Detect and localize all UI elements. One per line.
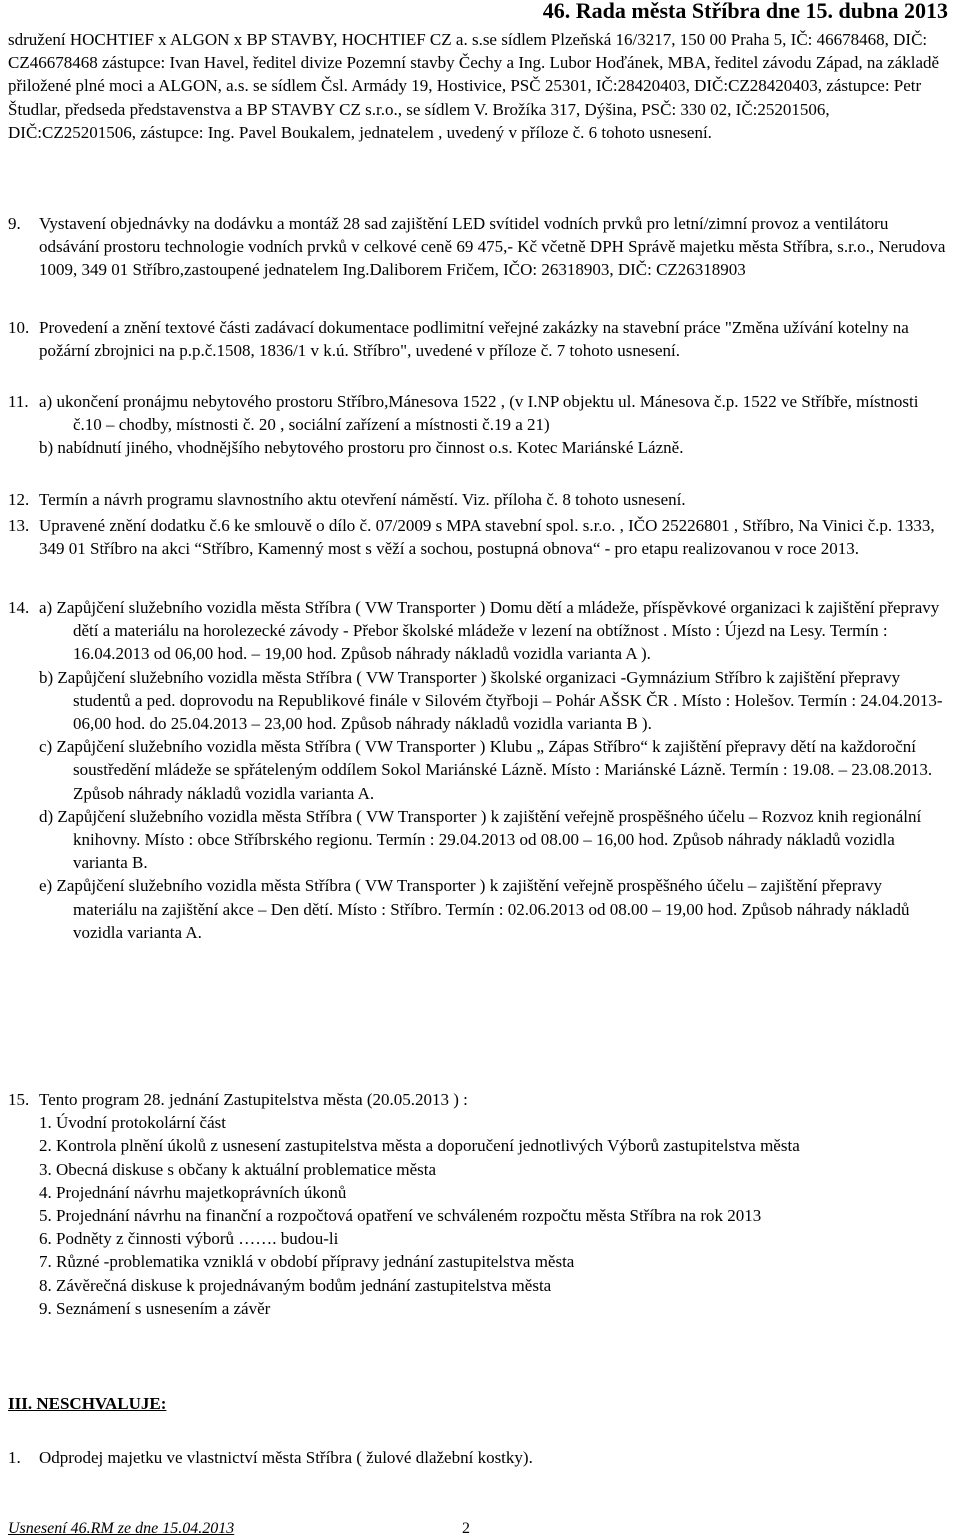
item-text: Odprodej majetku ve vlastnictví města Stříbra ( žulové dlažební kostky). [39, 1448, 533, 1467]
agenda-item: 3. Obecná diskuse s občany k aktuální problematice města [39, 1159, 437, 1179]
page-title: 46. Rada města Stříbra dne 15. dubna 2013 [542, 0, 948, 23]
resolution-item-15 [8, 1088, 948, 1320]
sub-item: c) Zapůjčení služebního vozidla města Stříbra ( VW Transporter ) Klubu „ Zápas Stříbro“ k zajištění přepravy dětí na každoroční soustředění mládeže se spřáteleným oddílem Sokol Mariánské Lázně. Místo : Mariánské Lázně. Termín : 19.08. – 23.08.2013. Způsob náhrady nákladů vozidla varianta A. [39, 737, 933, 803]
item-text: Tento program 28. jednání Zastupitelstva města (20.05.2013 ) : [39, 1090, 468, 1109]
resolution-item-11 [8, 390, 948, 460]
item-number: 10. [8, 318, 30, 337]
agenda-item: 7. Různé -problematika vzniklá v období přípravy jednání zastupitelstva města [39, 1252, 575, 1272]
agenda-item: 8. Závěrečná diskuse k projednávaným bodům jednání zastupitelstva města [39, 1275, 552, 1295]
item-number: 12. [8, 490, 30, 509]
neschvaluje-item-1 [8, 1446, 948, 1469]
item-number: 13. [8, 516, 30, 535]
agenda-item: 4. Projednání návrhu majetkoprávních úkonů [39, 1182, 347, 1202]
item-number: 14. [8, 598, 30, 617]
item-number: 1. [8, 1448, 21, 1467]
sub-item-list [39, 596, 948, 944]
sub-item: a) Zapůjčení služebního vozidla města Stříbra ( VW Transporter ) Domu dětí a mládeže, příspěvkové organizaci k zajištění přepravy dětí a materiálu na horolezecké závody - Přebor školské mládeže v lezení na obtížnost . Místo : Újezd na Lesy. Termín : 16.04.2013 od 06,00 hod. – 19,00 hod. Způsob náhrady nákladů vozidla varianta A ). [39, 598, 940, 664]
item-text: Vystavení objednávky na dodávku a montáž 28 sad zajištění LED svítidel vodních prvků pro letní/zimní provoz a ventilátoru odsávání prostoru technologie vodních prvků v celkové ceně 69 475,- Kč včetně DPH Správě majetku města Stříbra, s.r.o., Nerudova 1009, 349 01 Stříbro,zastoupené jednatelem Ing.Daliborem Fričem, IČO: 26318903, DIČ: CZ26318903 [39, 214, 946, 280]
sub-item-list [39, 390, 948, 460]
sub-item: a) ukončení pronájmu nebytového prostoru Stříbro,Mánesova 1522 , (v I.NP objektu ul. Mánesova č.p. 1522 ve Stříbře, místnosti č.10 – chodby, místnosti č. 20 , sociální zařízení a místnosti č.19 a 21) [39, 392, 919, 435]
item-number: 9. [8, 214, 21, 233]
resolution-item-13 [8, 514, 948, 560]
section-heading: III. NESCHVALUJE: [8, 1394, 167, 1413]
agenda-item: 5. Projednání návrhu na finanční a rozpočtová opatření ve schváleném rozpočtu města Stříbra na rok 2013 [39, 1206, 762, 1226]
agenda-item: 1. Úvodní protokolární část [39, 1113, 226, 1133]
agenda-item: 9. Seznámení s usnesením a závěr [39, 1298, 271, 1318]
sub-item: b) Zapůjčení služebního vozidla města Stříbra ( VW Transporter ) školské organizaci -Gymnázium Stříbro k zajištění přepravy studentů a ped. doprovodu na Republikové finále v Silovém čtyřboji – Pohár AŠSK ČR . Místo : Holešov. Termín : 24.04.2013- 06,00 hod. do 25.04.2013 – 23,00 hod. Způsob náhrady nákladů vozidla varianta B ). [39, 667, 943, 734]
resolution-item-9 [8, 212, 948, 282]
item-number: 11. [8, 392, 29, 411]
agenda-item: 2. Kontrola plnění úkolů z usnesení zastupitelstva města a doporučení jednotlivých Výborů zastupitelstva města [39, 1136, 800, 1156]
item-text: Upravené znění dodatku č.6 ke smlouvě o dílo č. 07/2009 s MPA stavební spol. s.r.o. , IČO 25226801 , Stříbro, Na Vinici č.p. 1333, 349 01 Stříbro na akci “Stříbro, Kamenný most s věží a sochou, postupná obnova“ - pro etapu realizovanou v roce 2013. [39, 516, 935, 559]
sub-item: b) nabídnutí jiného, vhodnějšího nebytového prostoru pro činnost o.s. Kotec Mariánské Lázně. [39, 438, 684, 458]
item-text: Provedení a znění textové části zadávací dokumentace podlimitní veřejné zakázky na stavební práce "Změna užívání kotelny na požární zbrojnici na p.p.č.1508, 1836/1 v k.ú. Stříbro", uvedené v příloze č. 7 tohoto usnesení. [39, 318, 909, 361]
resolution-item-14 [8, 596, 948, 944]
resolution-item-12 [8, 488, 948, 511]
continuation-text: sdružení HOCHTIEF x ALGON x BP STAVBY, HOCHTIEF CZ a. s.se sídlem Plzeňská 16/3217, 150 00 Praha 5, IČ: 46678468, DIČ: CZ46678468 zástupce: Ivan Havel, ředitel divize Pozemní stavby Čechy a Ing. Lubor Hoďánek, MBA, ředitel závodu Západ, na základě přiložené plné moci a ALGON, a.s. se sídlem Čsl. Armády 19, Hostivice, PSČ 25301, IČ:28420403, DIČ:CZ28420403, zástupce: Petr Študlar, předseda představenstva a BP STAVBY CZ s.r.o., se sídlem V. Brožíka 317, Dýšina, PSČ: 330 02, IČ:25201506, DIČ:CZ25201506, zástupce: Ing. Pavel Boukalem, jednatelem , uvedený v příloze č. 6 tohoto usnesení. [8, 30, 940, 142]
page-number: 2 [462, 1520, 470, 1537]
item-text: Termín a návrh programu slavnostního aktu otevření náměstí. Viz. příloha č. 8 tohoto usnesení. [39, 490, 686, 509]
resolution-item-10 [8, 316, 948, 362]
sub-item: d) Zapůjčení služebního vozidla města Stříbra ( VW Transporter ) k zajištění veřejně prospěšného účelu – Rozvoz knih regionální knihovny. Místo : obce Stříbrského regionu. Termín : 29.04.2013 od 08.00 – 16,00 hod. Způsob náhrady nákladů vozidla varianta B. [39, 806, 922, 873]
footer-label: Usnesení 46.RM ze dne 15.04.2013 [8, 1520, 235, 1537]
continuation-paragraph [8, 28, 948, 144]
sub-item: e) Zapůjčení služebního vozidla města Stříbra ( VW Transporter ) k zajištění veřejně prospěšného účelu – zajištění přepravy materiálu na zajištění akce – Den dětí. Místo : Stříbro. Termín : 02.06.2013 od 08.00 – 19,00 hod. Způsob náhrady nákladů vozidla varianta A. [39, 876, 910, 942]
agenda-list [39, 1111, 948, 1320]
agenda-item: 6. Podněty z činnosti výborů ……. budou-li [39, 1229, 339, 1249]
item-number: 15. [8, 1090, 30, 1109]
